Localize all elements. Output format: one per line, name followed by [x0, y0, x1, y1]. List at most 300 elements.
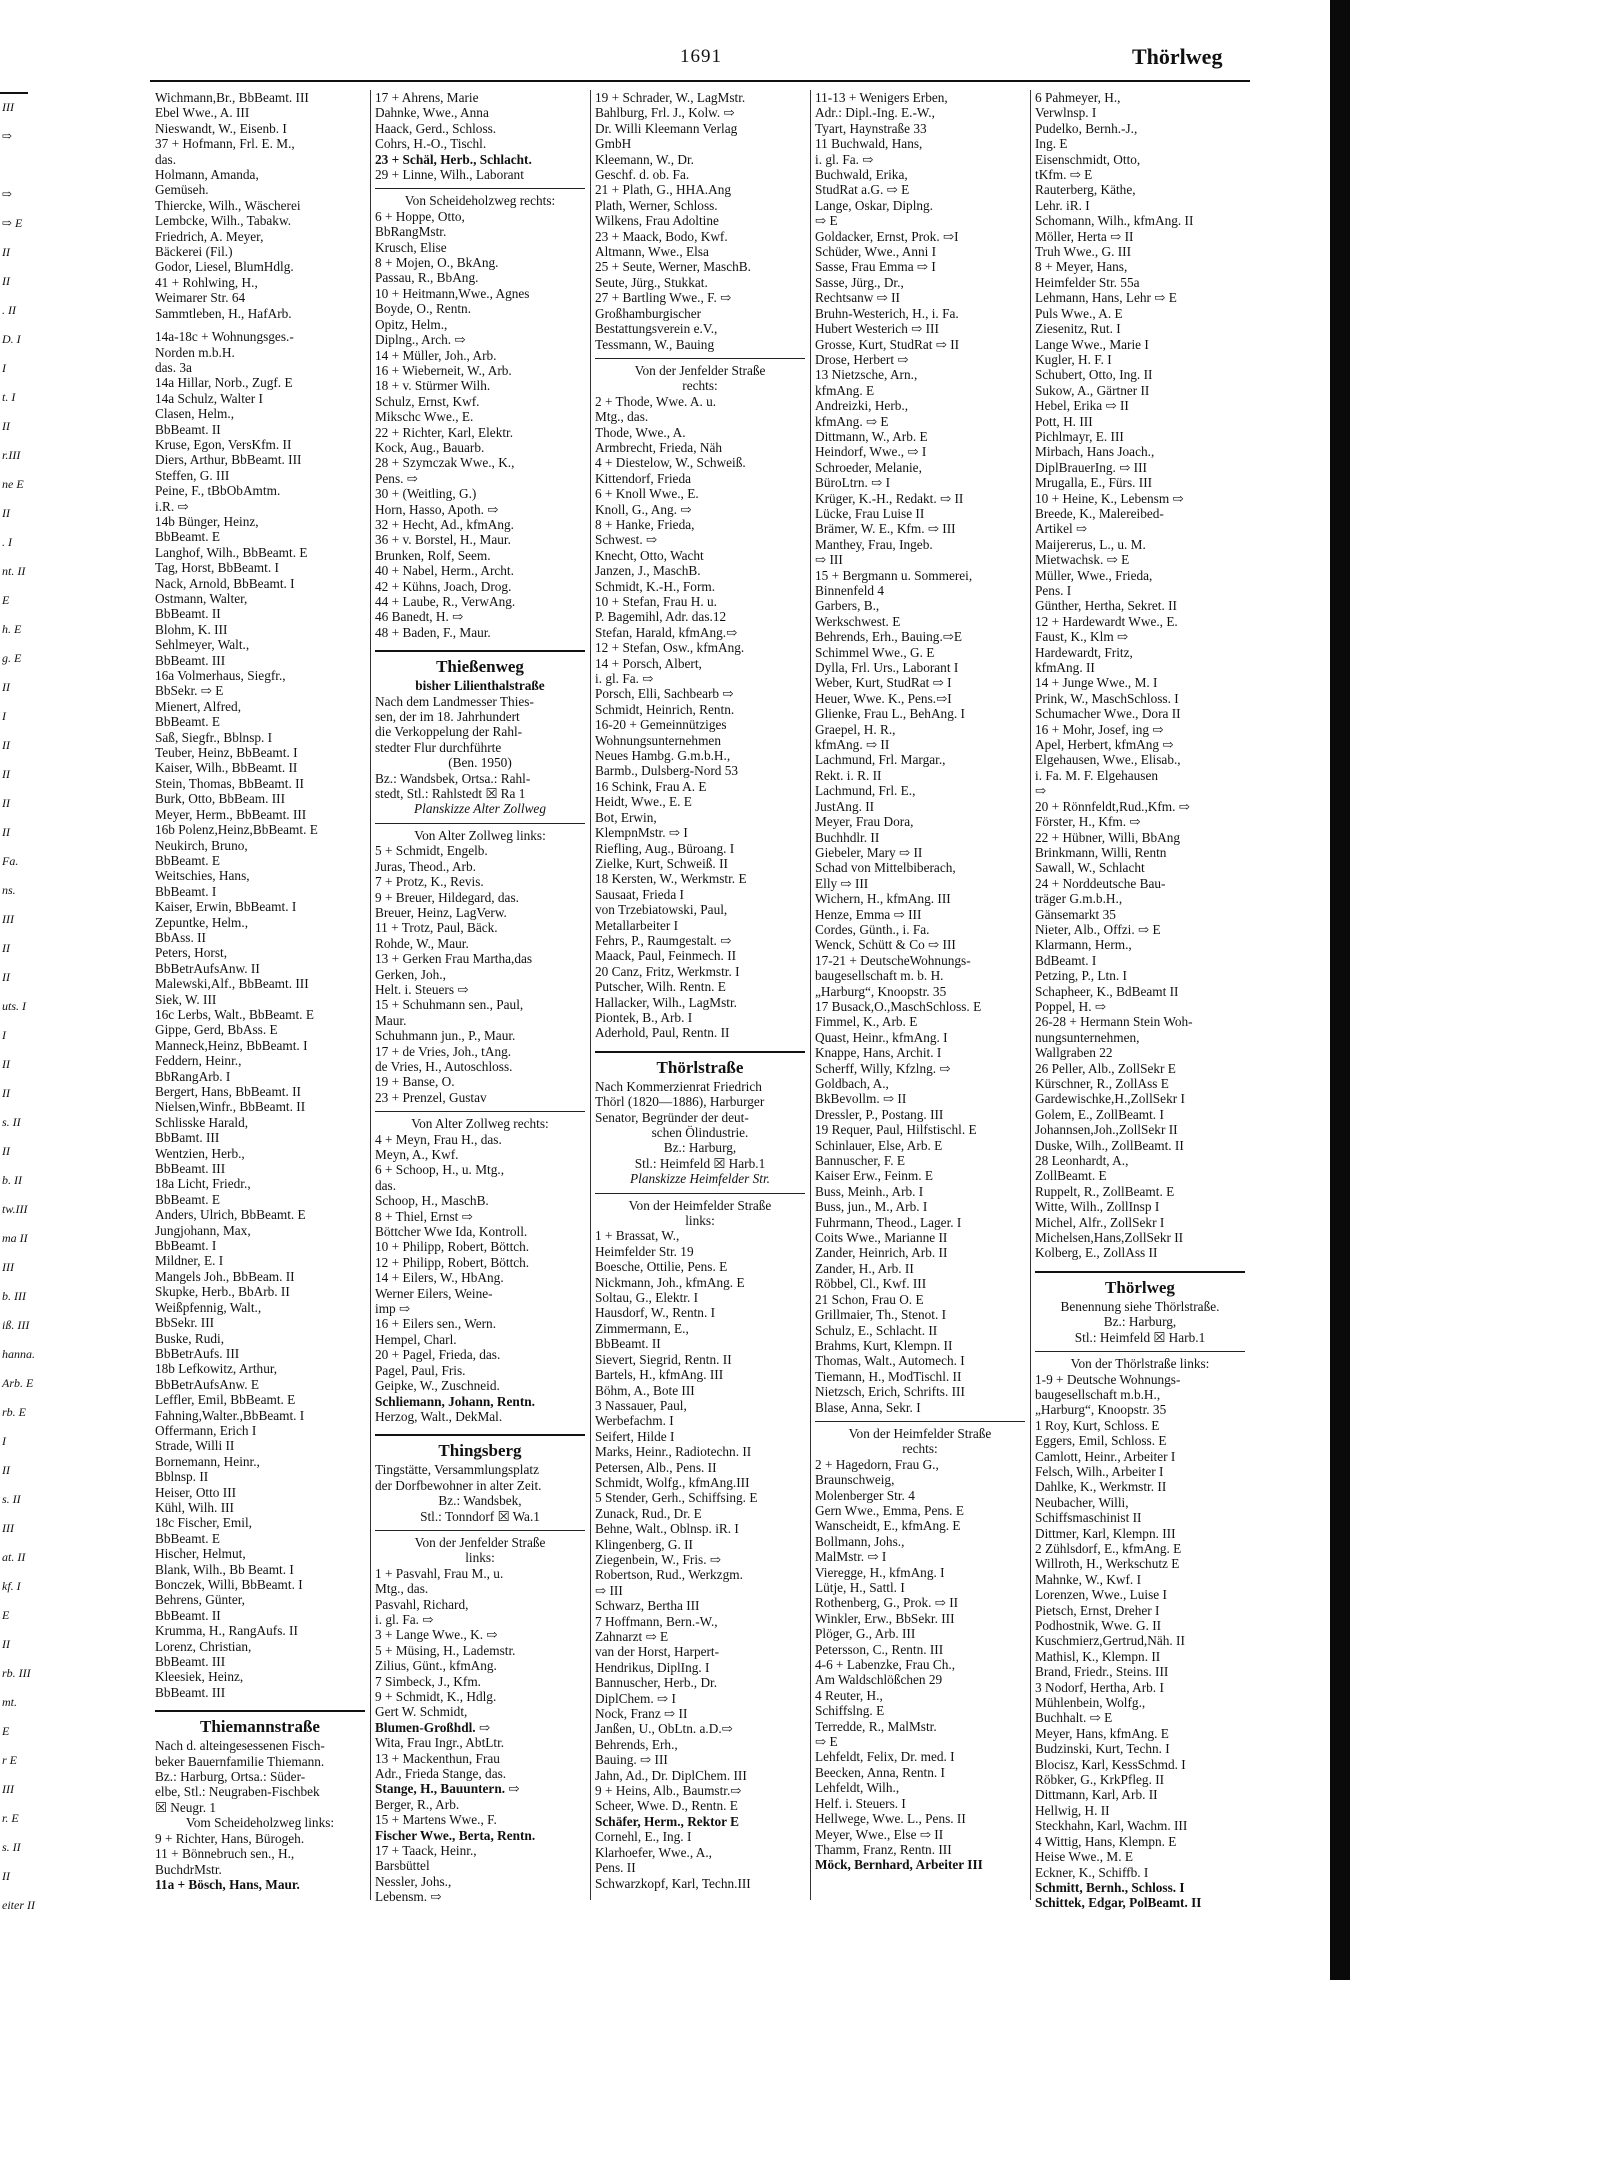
column-divider [590, 90, 591, 1900]
directory-entry: 25 + Seute, Werner, MaschB. [595, 259, 751, 275]
directory-entry: Pens. II [595, 1860, 636, 1876]
directory-entry: 8 + Meyer, Hans, [1035, 259, 1128, 275]
directory-entry: 4-6 + Labenzke, Frau Ch., [815, 1657, 956, 1673]
directory-entry: Maur. [375, 1012, 407, 1028]
directory-entry: Hellwig, H. II [1035, 1802, 1110, 1818]
directory-entry: Klarhoefer, Wwe., A., [595, 1844, 713, 1860]
directory-entry: 15 + Schuhmann sen., Paul, [375, 997, 524, 1013]
directory-entry: Kaiser Erw., Feinm. E [815, 1168, 934, 1184]
directory-entry: Meyn, A., Kwf. [375, 1147, 459, 1162]
directory-entry: Müller, Wwe., Frieda, [1035, 567, 1153, 583]
previous-page-fragment: II [2, 941, 10, 955]
directory-entry: 17 Busack,O.,MaschSchloss. E [815, 998, 982, 1014]
directory-entry: das. 3a [155, 359, 192, 375]
directory-entry: ☒ Neugr. 1 [155, 1799, 217, 1815]
directory-entry: Dahlke, K., Werkmstr. II [1035, 1479, 1167, 1495]
directory-entry: Blumen-Großhdl. ⇨ [375, 1719, 491, 1735]
directory-entry: 16b Polenz,Heinz,BbBeamt. E [155, 822, 318, 838]
directory-entry: 11 + Trotz, Paul, Bäck. [375, 920, 498, 936]
directory-entry: Lehfeldt, Felix, Dr. med. I [815, 1749, 955, 1765]
directory-entry: Behrends, Erh., Bauing.⇨E [815, 629, 963, 645]
directory-entry: Schwest. ⇨ [595, 532, 658, 548]
directory-entry: Bahlburg, Frl. J., Kolw. ⇨ [595, 105, 735, 121]
directory-entry: 24 + Norddeutsche Bau- [1035, 875, 1166, 891]
directory-entry: BuchdrMstr. [155, 1861, 222, 1877]
directory-entry: Lebensm. ⇨ [375, 1889, 442, 1905]
directory-entry: BbBeamt. E [155, 852, 220, 868]
directory-entry: 10 + Heine, K., Lebensm ⇨ [1035, 490, 1184, 506]
directory-entry: Wohnungsunternehmen [595, 732, 721, 748]
directory-entry [155, 321, 365, 329]
directory-entry: BkBevollm. ⇨ II [815, 1091, 907, 1107]
directory-entry: 14a Schulz, Walter I [155, 390, 263, 406]
directory-entry: Mtg., das. [375, 1581, 429, 1597]
directory-entry: Heise Wwe., M. E [1035, 1849, 1133, 1865]
directory-entry: Brand, Friedr., Steins. III [1035, 1664, 1169, 1680]
directory-entry: Lütje, H., Sattl. I [815, 1580, 905, 1595]
directory-entry: Buske, Rudi, [155, 1330, 225, 1346]
directory-entry: Von Scheideholzweg rechts: [375, 188, 585, 208]
previous-page-fragment: kf. I [2, 1579, 21, 1593]
previous-page-fragment: ma II [2, 1231, 28, 1245]
directory-entry: Geschf. d. ob. Fa. [595, 167, 690, 183]
directory-entry: Krüger, K.-H., Redakt. ⇨ II [815, 490, 964, 506]
directory-entry: 11 + Bönnebruch sen., H., [155, 1846, 295, 1862]
directory-column-2 [375, 90, 585, 1905]
directory-entry: Lücke, Frau Luise II [815, 505, 925, 521]
directory-entry: Bz.: Wandsbek, [438, 1493, 522, 1509]
directory-entry: 14b Bünger, Heinz, [155, 513, 259, 529]
directory-entry: Mühlenbein, Wolfg., [1035, 1695, 1146, 1711]
directory-entry: 16 + Wieberneit, W., Arb. [375, 362, 512, 378]
directory-entry: 9 + Schmidt, K., Hdlg. [375, 1689, 497, 1704]
column-divider [810, 90, 811, 1900]
directory-entry: Barmb., Dulsberg-Nord 53 [595, 763, 739, 779]
directory-entry: Drose, Herbert ⇨ [815, 351, 909, 367]
directory-entry: Schoop, H., MaschB. [375, 1193, 489, 1209]
directory-entry: Beecken, Anna, Rentn. I [815, 1764, 945, 1780]
directory-entry: ZollBeamt. E [1035, 1168, 1107, 1184]
directory-entry: Planskizze Heimfelder Str. [630, 1171, 770, 1187]
directory-entry: Blase, Anna, Sekr. I [815, 1399, 921, 1415]
street-heading: Thiemannstraße [155, 1710, 365, 1738]
directory-entry: 12 + Hardewardt Wwe., E. [1035, 613, 1178, 629]
directory-entry: Steffen, G. III [155, 467, 230, 483]
directory-entry: Lachmund, Frl. E., [815, 783, 916, 799]
directory-entry: Michelsen,Hans,ZollSekr II [1035, 1230, 1184, 1246]
directory-entry: Buss, Meinh., Arb. I [815, 1183, 924, 1199]
directory-entry: BbBeamt. III [155, 1654, 226, 1670]
directory-entry: Binnenfeld 4 [815, 583, 885, 598]
directory-entry: 15 + Martens Wwe., F. [375, 1812, 497, 1828]
directory-entry: Mathisl, K., Klempn. II [1035, 1648, 1161, 1664]
directory-entry: 17 + Ahrens, Marie [375, 90, 479, 105]
directory-entry: 8 + Thiel, Ernst ⇨ [375, 1208, 473, 1224]
directory-entry: Jungjohann, Max, [155, 1222, 251, 1238]
directory-entry: Teuber, Heinz, BbBeamt. I [155, 745, 298, 761]
directory-entry: Heidt, Wwe., E. E [595, 794, 692, 810]
directory-entry: Ziegenbein, W., Fris. ⇨ [595, 1551, 722, 1567]
directory-entry: Kleesiek, Heinz, [155, 1669, 244, 1685]
directory-entry: Ebel Wwe., A. III [155, 105, 250, 121]
directory-entry: Opitz, Helm., [375, 316, 448, 332]
directory-entry: 36 + v. Borstel, H., Maur. [375, 532, 511, 548]
directory-entry: Duske, Wilh., ZollBeamt. II [1035, 1137, 1184, 1153]
previous-page-fragment: r E [2, 1753, 17, 1767]
column-divider [1030, 90, 1031, 1900]
directory-entry: 29 + Linne, Wilh., Laborant [375, 167, 524, 183]
previous-page-fragment: II [2, 245, 10, 259]
directory-entry: Strade, Willi II [155, 1438, 235, 1454]
previous-page-fragment: Fa. [2, 854, 19, 868]
directory-entry: Hardewardt, Fritz, [1035, 644, 1133, 660]
directory-entry: Lembcke, Wilh., Tabakw. [155, 213, 292, 229]
directory-entry: Kolberg, E., ZollAss II [1035, 1245, 1158, 1261]
directory-entry: Günther, Hertha, Sekret. II [1035, 598, 1177, 614]
directory-entry: Plath, Werner, Schloss. [595, 197, 718, 213]
directory-entry: Brunken, Rolf, Seem. [375, 547, 491, 563]
directory-entry: Elgehausen, Wwe., Elisab., [1035, 752, 1181, 768]
directory-entry: Mirbach, Hans Joach., [1035, 444, 1155, 460]
directory-entry: Tyart, Haynstraße 33 [815, 120, 927, 136]
directory-entry: ⇨ E [815, 1734, 838, 1750]
directory-entry: Brahms, Kurt, Klempn. II [815, 1337, 953, 1353]
directory-entry: Neues Hambg. G.m.b.H., [595, 748, 731, 764]
directory-entry: Pichlmayr, E. III [1035, 428, 1124, 444]
directory-entry: Eggers, Emil, Schloss. E [1035, 1433, 1167, 1449]
directory-entry: Sasse, Jürg., Dr., [815, 274, 904, 290]
directory-entry: Boyde, O., Rentn. [375, 301, 472, 317]
directory-entry: Riefling, Aug., Büroang. I [595, 840, 735, 856]
directory-entry: Lange, Oskar, Diplng. [815, 197, 934, 213]
directory-entry: 13 + Mackenthun, Frau [375, 1750, 500, 1766]
directory-entry: Behrens, Günter, [155, 1592, 245, 1608]
directory-entry: 23 + Schäl, Herb., Schlacht. [375, 151, 532, 167]
directory-entry: 46 Banedt, H. ⇨ [375, 609, 464, 625]
directory-entry: Faust, K., Klm ⇨ [1035, 629, 1129, 645]
previous-page-fragment: III [2, 1521, 14, 1535]
directory-entry: 16 Schink, Frau A. E [595, 778, 707, 794]
directory-entry: Sehlmeyer, Walt., [155, 637, 250, 653]
directory-entry: 28 Leonhardt, A., [1035, 1153, 1129, 1169]
directory-entry: Cordes, Günth., i. Fa. [815, 921, 930, 937]
scan-background [1350, 0, 1600, 2177]
previous-page-fragment: rb. E [2, 1405, 26, 1419]
directory-entry: Werkschwest. E [815, 613, 901, 629]
previous-page-fragment: I [2, 361, 6, 375]
directory-entry: baugesellschaft m. b. H. [815, 968, 944, 984]
directory-column-1 [155, 90, 365, 1892]
directory-entry: i. gl. Fa. ⇨ [595, 671, 654, 687]
directory-entry: Schapheer, K., BdBeamt II [1035, 983, 1179, 999]
directory-entry: Schulz, Ernst, Kwf. [375, 393, 480, 409]
directory-entry: Heiser, Otto III [155, 1484, 237, 1500]
directory-entry: Anders, Ulrich, BbBeamt. E [155, 1207, 306, 1223]
directory-entry: BbBamt. III [155, 1130, 220, 1146]
directory-entry: Mildner, E. I [155, 1253, 224, 1269]
directory-entry: sen, der im 18. Jahrhundert [375, 709, 520, 725]
previous-page-fragment: ⇨ [2, 187, 13, 201]
directory-entry: Herzog, Walt., DekMal. [375, 1408, 503, 1424]
directory-entry: Aderhold, Paul, Rentn. II [595, 1025, 730, 1041]
directory-entry: Großhamburgischer [595, 305, 702, 321]
directory-entry: Gippe, Gerd, BbAss. E [155, 1022, 278, 1038]
directory-entry: 6 Pahmeyer, H., [1035, 90, 1121, 105]
directory-entry: Schulz, E., Schlacht. II [815, 1322, 938, 1338]
directory-entry: Putscher, Wilh. Rentn. E [595, 979, 726, 995]
directory-entry: Krumma, H., RangAufs. II [155, 1623, 298, 1639]
directory-entry: Lachmund, Frl. Margar., [815, 752, 946, 768]
directory-entry: Rohde, W., Maur. [375, 935, 469, 951]
directory-entry: Sievert, Siegrid, Rentn. II [595, 1351, 732, 1367]
directory-entry: Tiemann, H., ModTischl. II [815, 1368, 962, 1384]
directory-entry: Hubert Westerich ⇨ III [815, 321, 939, 337]
directory-entry: Kaiser, Wilh., BbBeamt. II [155, 760, 298, 776]
previous-page-fragment: uts. I [2, 999, 26, 1013]
previous-page-fragment: iß. III [2, 1318, 30, 1332]
directory-entry: Dressler, P., Postang. III [815, 1106, 944, 1122]
directory-entry: 30 + (Weitling, G.) [375, 486, 477, 502]
directory-entry: 12 + Philipp, Robert, Böttch. [375, 1254, 530, 1270]
directory-entry: Holmann, Amanda, [155, 167, 259, 183]
directory-entry: 19 Requer, Paul, Hilfstischl. E [815, 1122, 977, 1138]
directory-entry: Armbrecht, Frieda, Näh [595, 439, 723, 455]
directory-entry: 18a Licht, Friedr., [155, 1176, 251, 1192]
directory-entry: BbSekr. ⇨ E [155, 683, 224, 699]
directory-entry: Metallarbeiter I [595, 917, 679, 933]
directory-entry: Hempel, Charl. [375, 1331, 457, 1347]
directory-entry: Scherff, Willy, Kfzlng. ⇨ [815, 1060, 951, 1076]
directory-entry: Nieter, Alb., Offzi. ⇨ E [1035, 921, 1161, 937]
directory-entry: Malewski,Alf., BbBeamt. III [155, 976, 309, 992]
directory-entry: Elly ⇨ III [815, 875, 869, 891]
directory-entry: Behne, Walt., Oblnsp. iR. I [595, 1521, 739, 1537]
directory-entry: Neukirch, Bruno, [155, 837, 248, 853]
directory-entry: 4 + Diestelow, W., Schweiß. [595, 455, 746, 471]
directory-entry: ⇨ III [595, 1582, 623, 1598]
directory-entry: baugesellschaft m.b.H., [1035, 1386, 1161, 1402]
directory-entry: Barsbüttel [375, 1858, 430, 1874]
directory-entry: GmbH [595, 136, 632, 152]
directory-entry: Bauing. ⇨ III [595, 1752, 668, 1768]
directory-entry: nungsunternehmen, [1035, 1029, 1140, 1045]
directory-entry: 14a Hillar, Norb., Zugf. E [155, 375, 293, 391]
previous-page-fragment: b. II [2, 1173, 22, 1187]
directory-entry: Braunschweig, [815, 1472, 895, 1488]
directory-entry: BbBetrAufsAnw. E [155, 1376, 260, 1392]
directory-entry: kfmAng. ⇨ II [815, 737, 890, 753]
directory-entry: Cohrs, H.-O., Tischl. [375, 136, 487, 152]
directory-column-5 [1035, 90, 1245, 1911]
directory-entry: Schuhmann jun., P., Maur. [375, 1028, 516, 1044]
directory-entry: 41 + Rohlwing, H., [155, 274, 258, 290]
directory-entry: Weber, Kurt, StudRat ⇨ I [815, 675, 952, 691]
directory-entry: Nach d. alteingesessenen Fisch- [155, 1738, 325, 1754]
directory-entry: Robertson, Rud., Werkzgm. [595, 1567, 743, 1583]
directory-entry: Klarmann, Herm., [1035, 937, 1132, 953]
directory-entry: 14 + Porsch, Albert, [595, 655, 702, 671]
directory-entry: Lehfeldt, Wilh., [815, 1780, 900, 1796]
directory-entry: Johannsen,Joh.,ZollSekr II [1035, 1122, 1178, 1138]
directory-entry: 7 Hoffmann, Bern.-W., [595, 1613, 718, 1629]
directory-entry: Maack, Paul, Feinmech. II [595, 948, 737, 964]
directory-entry: de Vries, H., Autoschloss. [375, 1058, 513, 1074]
directory-entry: Weißpfennig, Walt., [155, 1299, 262, 1315]
previous-page-fragment: E [2, 1724, 10, 1738]
directory-entry: 19 + Banse, O. [375, 1074, 455, 1090]
directory-entry: van der Horst, Harpert- [595, 1644, 720, 1660]
directory-entry: Buss, jun., M., Arb. I [815, 1199, 928, 1215]
directory-entry: Mangels Joh., BbBeam. II [155, 1268, 295, 1284]
directory-entry: Von Alter Zollweg rechts: [375, 1111, 585, 1131]
directory-entry: Siek, W. III [155, 991, 217, 1007]
directory-entry: Godor, Liesel, BlumHdlg. [155, 259, 294, 275]
directory-entry: Klingenberg, G. II [595, 1536, 693, 1552]
directory-entry: Glienke, Frau L., BehAng. I [815, 706, 965, 722]
directory-entry: Helf. i. Steuers. I [815, 1795, 906, 1811]
previous-page-fragment: ⇨ E [2, 216, 23, 230]
directory-entry: Von der Jenfelder Straße [595, 358, 805, 378]
directory-entry: Manneck,Heinz, BbBeamt. I [155, 1037, 308, 1053]
directory-entry: Schmidt, Heinrich, Rentn. [595, 701, 735, 717]
directory-column-3 [595, 90, 805, 1891]
directory-entry: 17-21 + DeutscheWohnungs- [815, 952, 971, 968]
directory-entry: Schliemann, Johann, Rentn. [375, 1393, 535, 1409]
directory-entry: Werner Eilers, Weine- [375, 1285, 493, 1301]
previous-page-fragment: nt. II [2, 564, 26, 578]
directory-entry: 3 Nassauer, Paul, [595, 1397, 687, 1413]
directory-entry: Blocisz, Karl, KessSchmd. I [1035, 1756, 1186, 1772]
directory-entry: P. Bagemihl, Adr. das.12 [595, 609, 727, 625]
directory-entry: Weimarer Str. 64 [155, 290, 246, 306]
directory-entry: Bestattungsverein e.V., [595, 321, 718, 337]
directory-entry: Poppel, H. ⇨ [1035, 998, 1106, 1014]
directory-entry: Nieswandt, W., Eisenb. I [155, 120, 287, 136]
previous-page-fragment: II [2, 1086, 10, 1100]
directory-entry: 2 + Hagedorn, Frau G., [815, 1456, 939, 1472]
directory-entry: Schimmel Wwe., G. E [815, 644, 935, 660]
directory-entry: Schiffslng. E [815, 1703, 885, 1719]
directory-entry: 22 + Hübner, Willi, BbAng [1035, 829, 1181, 845]
directory-entry: Schumacher Wwe., Dora II [1035, 706, 1181, 722]
directory-entry: Buchwald, Erika, [815, 167, 908, 183]
directory-entry: Lange Wwe., Marie I [1035, 336, 1149, 352]
directory-entry: Pott, H. III [1035, 413, 1093, 429]
previous-page-fragment: III [2, 100, 14, 114]
directory-entry: Burk, Otto, BbBeam. III [155, 791, 285, 807]
directory-entry: Schad von Mittelbiberach, [815, 860, 956, 876]
directory-entry: MalMstr. ⇨ I [815, 1549, 887, 1565]
directory-entry: Juras, Theod., Arb. [375, 858, 476, 874]
directory-entry: bisher Lilienthalstraße [415, 678, 545, 694]
directory-entry: Bruhn-Westerich, H., i. Fa. [815, 305, 959, 321]
directory-entry: Vom Scheideholzweg links: [185, 1815, 335, 1831]
directory-entry: 27 + Bartling Wwe., F. ⇨ [595, 290, 732, 306]
directory-entry: Helt. i. Steuers ⇨ [375, 981, 469, 997]
directory-entry: 6 + Knoll Wwe., E. [595, 486, 699, 502]
previous-page-fragment: ns. [2, 883, 16, 897]
directory-entry: BbBeamt. III [155, 652, 226, 668]
directory-entry: Schubert, Otto, Ing. II [1035, 367, 1153, 383]
directory-entry: Böhm, A., Bote III [595, 1382, 695, 1398]
directory-entry: 4 Wittig, Hans, Klempn. E [1035, 1833, 1177, 1849]
directory-entry: Dahnke, Wwe., Anna [375, 105, 489, 121]
directory-entry: Von der Thörlstraße links: [1035, 1351, 1245, 1371]
previous-page-fragment: II [2, 825, 10, 839]
directory-entry: StudRat a.G. ⇨ E [815, 182, 910, 198]
directory-entry: Zander, Heinrich, Arb. II [815, 1245, 948, 1261]
directory-entry: Hausdorf, W., Rentn. I [595, 1305, 716, 1321]
directory-entry: 1 Roy, Kurt, Schloss. E [1035, 1417, 1160, 1433]
directory-entry: Blank, Wilh., Bb Beamt. I [155, 1561, 294, 1577]
directory-entry: Hellwege, Wwe. L., Pens. II [815, 1811, 966, 1827]
directory-entry: Schiffsmaschinist II [1035, 1510, 1142, 1526]
directory-entry: 15 + Bergmann u. Sommerei, [815, 567, 973, 583]
directory-entry: Scheer, Wwe. D., Rentn. E [595, 1798, 738, 1814]
directory-entry: Schlisske Harald, [155, 1114, 249, 1130]
directory-entry: 8 + Mojen, O., BkAng. [375, 255, 499, 271]
directory-entry: Bblnsp. II [155, 1469, 209, 1485]
previous-page-fragment: II [2, 1057, 10, 1071]
directory-entry: 11 Buchwald, Hans, [815, 136, 923, 152]
directory-entry: Hischer, Helmut, [155, 1546, 246, 1562]
directory-entry: Pietsch, Ernst, Dreher I [1035, 1602, 1160, 1618]
directory-entry: Wichmann,Br., BbBeamt. III [155, 90, 309, 105]
street-heading: Thörlweg [1035, 1271, 1245, 1299]
directory-entry: Gert W. Schmidt, [375, 1704, 468, 1720]
directory-entry: BbBeamt. II [155, 421, 221, 437]
previous-page-fragment: II [2, 970, 10, 984]
directory-entry: Prink, W., MaschSchloss. I [1035, 690, 1179, 706]
directory-entry: BbRangMstr. [375, 224, 447, 240]
directory-entry: Dittmann, Karl, Arb. II [1035, 1787, 1158, 1803]
previous-page-fragment: hanna. [2, 1347, 35, 1361]
directory-entry: 48 + Baden, F., Maur. [375, 624, 491, 640]
previous-page-fragment: rb. III [2, 1666, 31, 1680]
directory-entry: Rothenberg, G., Prok. ⇨ II [815, 1595, 959, 1611]
directory-entry: 16 + Mohr, Josef, ing ⇨ [1035, 721, 1164, 737]
directory-entry: Kuschmierz,Gertrud,Näh. II [1035, 1633, 1185, 1649]
directory-entry: BbBeamt. E [155, 714, 220, 730]
directory-entry: Horn, Hasso, Apoth. ⇨ [375, 501, 499, 517]
directory-entry: 37 + Hofmann, Frl. E. M., [155, 136, 295, 152]
directory-entry: Apel, Herbert, kfmAng ⇨ [1035, 737, 1174, 753]
directory-entry: Gemüseh. [155, 182, 209, 198]
directory-entry: 2 Zühlsdorf, E., kfmAng. E [1035, 1540, 1182, 1556]
directory-entry: Nach dem Landmesser Thies- [375, 693, 534, 709]
previous-page-fragment: ⇨ [2, 129, 13, 143]
directory-entry: Bz.: Wandsbek, Ortsa.: Rahl- [375, 770, 531, 786]
directory-entry: Porsch, Elli, Sachbearb ⇨ [595, 686, 734, 702]
previous-page-fragment: I [2, 1028, 6, 1042]
directory-entry: Bollmann, Johs., [815, 1533, 905, 1549]
directory-entry: schen Ölindustrie. [651, 1125, 749, 1140]
directory-entry: Garbers, B., [815, 598, 880, 614]
directory-entry: Podhostnik, Wwe. G. II [1035, 1618, 1162, 1633]
directory-entry: Mtg., das. [595, 409, 649, 425]
previous-page-fragment: II [2, 506, 10, 520]
directory-entry: Kaiser, Erwin, BbBeamt. I [155, 899, 297, 915]
previous-page-fragment: II [2, 1463, 10, 1477]
directory-entry: Gardewischke,H.,ZollSekr I [1035, 1091, 1185, 1107]
directory-entry: Sawall, W., Schlacht [1035, 860, 1145, 876]
directory-entry: 44 + Laube, R., VerwAng. [375, 594, 516, 609]
directory-entry: Benennung siehe Thörlstraße. [1060, 1298, 1220, 1314]
directory-entry: Thomas, Walt., Automech. I [815, 1353, 965, 1369]
directory-entry: Petzing, P., Ltn. I [1035, 968, 1127, 984]
directory-entry: 2 + Thode, Wwe. A. u. [595, 393, 717, 409]
directory-entry: 13 + Gerken Frau Martha,das [375, 951, 533, 967]
